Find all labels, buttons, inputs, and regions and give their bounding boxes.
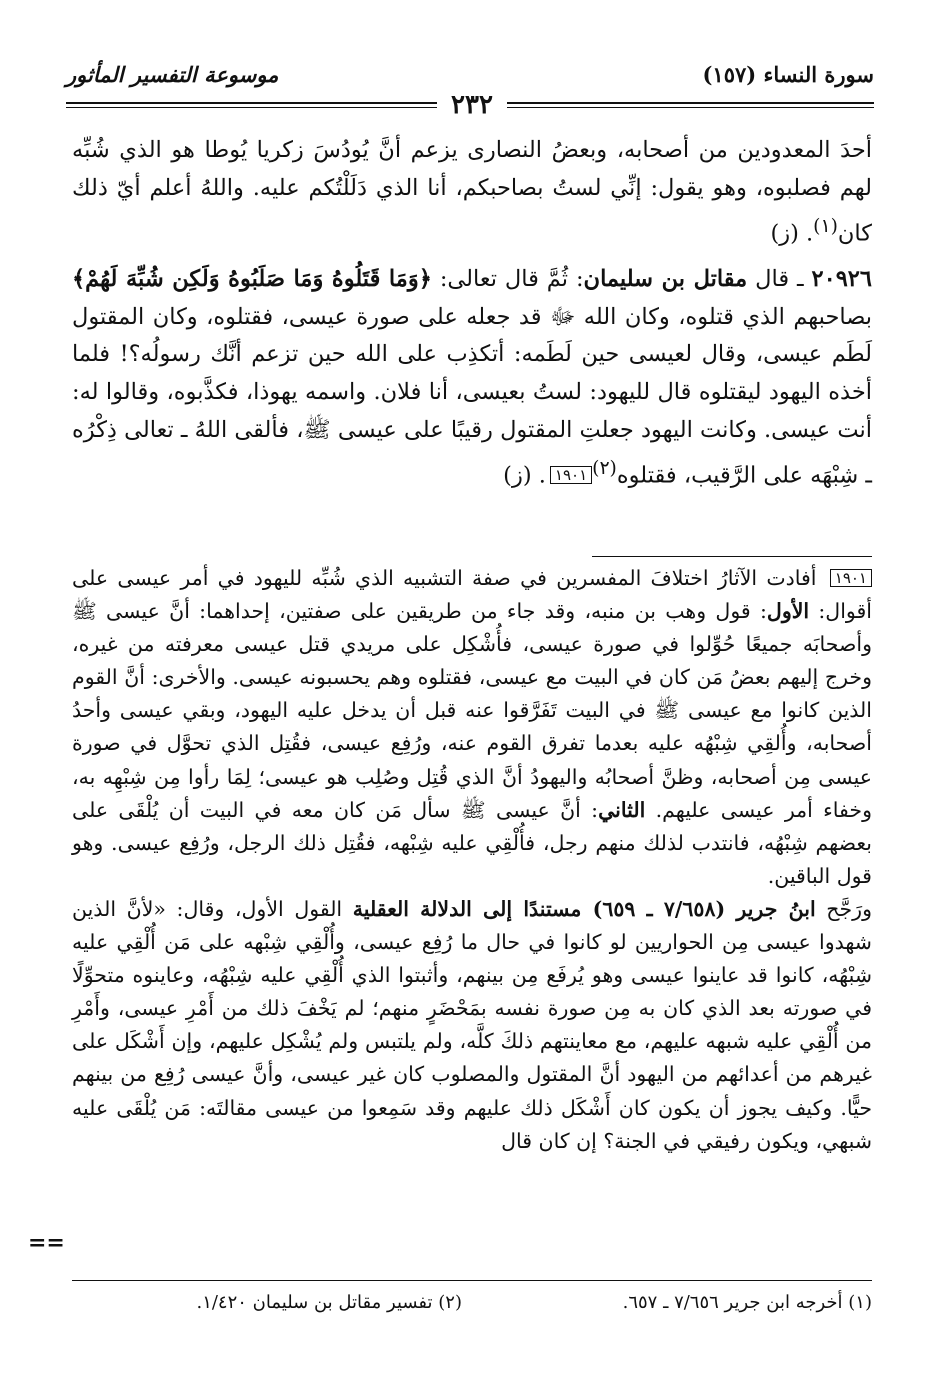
athar-entry	[72, 261, 872, 495]
footnote-2: (٢) تفسير مقاتل بن سليمان ١/٤٢٠.	[196, 1292, 462, 1313]
notes-separator	[592, 556, 872, 557]
scholar-name: ابنُ جرير	[736, 896, 816, 921]
athar-lead: : ثُمَّ قال تعالى:	[431, 265, 584, 292]
athar-body: بصاحبهم الذي قتلوه، وكان الله ﷻ قد جعله على صورة عيسى، فقتلوه، وكان المقتول لَطَم عيسى، وقال لعيسى حين لَطَمه: أتكذِب على الله حين تزعم أنَّك رسولُه؟! فلما أخذه اليهود ليقتلوه قال لليهود: لستُ بعيسى، أنا فلان. واسمه يهوذا، فكذَّبوه، وقالوا له: أنت عيسى. وكانت اليهود جعلتِ المقتول رقيبًا على عيسى ﷺ، فألقى اللهُ ـ تعالى ذِكْرُه ـ شِبْهَه على الرَّقيب، فقتلوه	[72, 303, 872, 489]
note-paragraph	[72, 893, 872, 1158]
paragraph-text: أحدَ المعدودين من أصحابه، وبعضُ النصارى يزعم أنَّ يُودُسَ زكريا يُوطا هو الذي شُبِّه لهم فصلبوه، وهو يقول: إنِّي لستُ بصاحبكم، أنا الذي دَلَلْتُكم عليه. واللهُ أعلم أيّ ذلك كان	[72, 137, 872, 247]
footnote-ref: (١)	[813, 215, 838, 237]
continuation-mark: ==	[28, 1230, 65, 1256]
commentary-notes	[72, 562, 872, 1158]
surah-header: سورة النساء (١٥٧)	[702, 62, 874, 87]
volume-ref: (٧/٦٥٨ ـ ٦٥٩)	[581, 896, 737, 921]
note-box-number: ١٩٠١	[830, 569, 872, 587]
note-text: : قول وهب بن منبه، وقد جاء من طريقين على صفتين، إحداهما: أنَّ عيسى ﷺ وأصحابَه جميعًا حُوِّلوا في صورة عيسى، فأُشْكِل على مريدي قتل عيسى معرفته من غيره، وخرج إليهم بعضُ مَن كان في البيت مع عيسى، فقتلوه وهم يحسبونه عيسى. والأخرى: أنَّ القوم الذين كانوا مع عيسى ﷺ في البيت تَفَرَّقوا عنه قبل أن يدخل عليه اليهود، وبقي عيسى وأحدُ أصحابه، وأُلقِي شِبْهُه عليه بعدما تفرق القوم عنه، ورُفِع عيسى، فقُتِل الذي تحوَّل في صورة عيسى مِن أصحابه، وظنَّ أصحابُه واليهودُ أنَّ الذي قُتِل وصُلِب هو عيسى؛ لِمَا رأوا مِن شِبْهِه به، وخفاء أمر عيسى عليهم.	[72, 599, 872, 822]
athar-tail: . (ز)	[503, 462, 546, 489]
page-number: ٢٣٢	[437, 90, 507, 120]
paragraph	[72, 132, 872, 253]
book-title-header: موسوعة التفسير المأثور	[66, 62, 279, 87]
footnote-1: (١) أخرجه ابن جرير ٧/٦٥٦ ـ ٦٥٧.	[622, 1292, 872, 1313]
main-text	[72, 132, 872, 495]
note-text: القول الأول، وقال: «لأنَّ الذين شهدوا عيسى مِن الحواريين لو كانوا في حال ما رُفِع عيسى، وأُلْقِي شِبْهه على مَن أُلْقِي عليه شِبْهُه، كانوا قد عاينوا عيسى وهو يُرفَع مِن بينهم، وأثبتوا الذي أُلْقِي عليه شِبْهُه، وعاينوه متحوِّلًا في صورته بعد الذي كان به مِن صورة نفسه بمَحْضَرٍ منهم؛ لم يَخْفَ ذلك من أَمْرِ عيسى، وأَمْرِ من أُلْقِي عليه شبهه عليهم، مع معاينتهم ذلكَ كلَّه، ولم يلتبس ولم يُشْكِل عليهم، وإن أَشْكَل على غيرهم من أعدائهم من اليهود أنَّ المقتول والمصلوب كان غير عيسى، وأنَّ عيسى رُفِع من بينهم حيًّا. وكيف يجوز أن يكون كان أَشْكَل ذلك عليهم وقد سَمِعوا من عيسى مقالتَه: مَن يُلْقَى عليه شبهي، ويكون رفيقي في الجنة؟ إن كان قال	[72, 896, 872, 1153]
page-number-wrap	[0, 90, 944, 120]
second-opinion-label: الثاني	[598, 797, 646, 822]
note-text: أفادت الآثارُ اختلافَ المفسرين في صفة التشبيه الذي شُبِّه لليهود في أمر عيسى على أقوال:	[72, 566, 872, 624]
note-box-ref: ١٩٠١	[550, 466, 592, 484]
evidence-label: مستندًا إلى الدلالة العقلية	[352, 896, 582, 921]
note-paragraph	[72, 562, 872, 893]
paragraph-tail: . (ز)	[770, 220, 814, 247]
athar-dash: ـ قال	[747, 265, 812, 292]
narrator-name: مقاتل بن سليمان	[583, 265, 748, 292]
quran-verse: ﴿وَمَا قَتَلُوهُ وَمَا صَلَبُوهُ وَلَكِن شُبِّهَ لَهُمْ﴾	[72, 265, 432, 292]
footnote-separator	[72, 1280, 872, 1281]
note-text: ورَجَّح	[815, 896, 872, 921]
first-opinion-label: الأول	[766, 599, 810, 624]
footnote-ref: (٢)	[592, 457, 617, 479]
note-text: : أنَّ عيسى ﷺ سأل مَن كان معه في البيت أن يُلْقَى على بعضهم شِبْهُه، فانتدب لذلك منهم رجل، فأُلْقِي عليه شِبْهه، فقُتِل ذلك الرجل، ورُفِع عيسى. وهو قول الباقين.	[72, 797, 872, 888]
athar-number: ٢٠٩٢٦	[811, 265, 872, 292]
